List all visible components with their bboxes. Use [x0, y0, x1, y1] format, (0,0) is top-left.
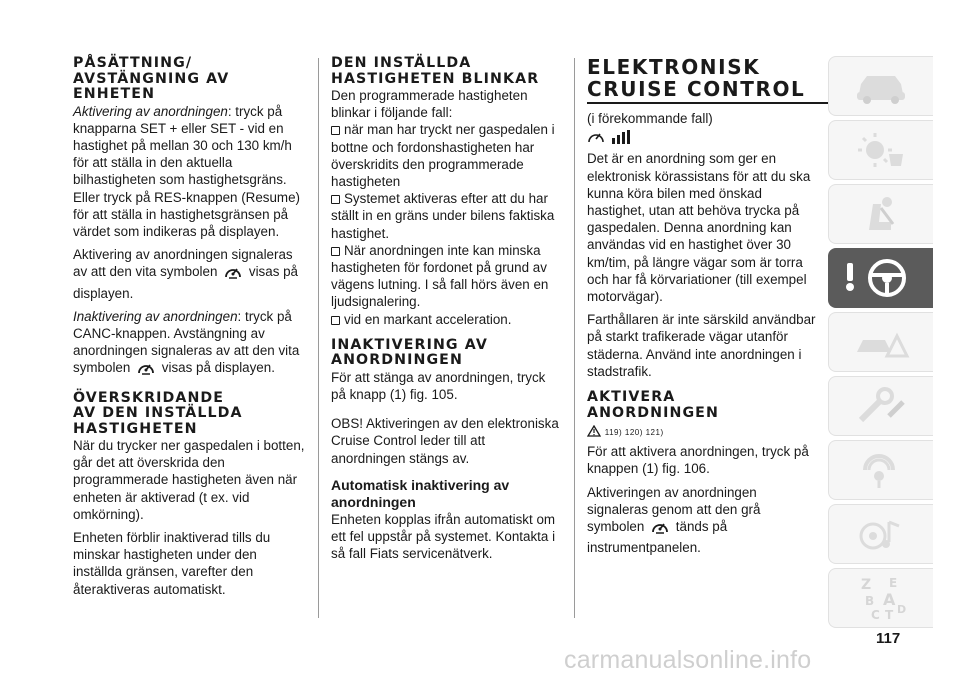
cruise-control-icon: [650, 519, 670, 539]
paragraph-description: Det är en anordning som ger en elektronisk körassistans för att du ska kunna köra bilen med önskad hastighet, utan att behöva trycka på gaspedalen. Denna anordning kan användas vid en hastighet över 30 km/tim, på längre vägar som är torra och har få körvariationer (till exempel motorvägar).: [587, 151, 811, 305]
tab-technical-data[interactable]: [828, 440, 933, 500]
cruise-control-icon: [223, 264, 243, 284]
paragraph-activation-signal: Aktivering av anordningen signaleras av att den vita symbolen visas på displayen.: [73, 247, 298, 301]
airbag-seat-icon: [851, 194, 911, 234]
column-1: [73, 56, 309, 604]
square-bullet-icon: [331, 195, 340, 204]
heading-speed-flashing: DEN INSTÄLLDA HASTIGHETEN BLINKAR: [331, 55, 540, 87]
multimedia-icon: [851, 514, 911, 554]
list-item: När anordningen inte kan minska hastigheten för fordonet på grund av vägens lutning. I så fall hörs även en ljudsignalering.: [331, 242, 549, 310]
paragraph-automatic-deactivation: Enheten kopplas ifrån automatiskt om ett fel uppstår på systemet. Kontakta i så fall Fiats servicenätverk.: [331, 511, 556, 562]
tab-index[interactable]: [828, 568, 933, 628]
subheading-automatic-deactivation: Automatisk inaktivering av anordningen: [331, 476, 510, 510]
list-item: när man har tryckt ner gaspedalen i bottne och fordonshastigheten har överskridits den programmerade hastigheten: [331, 122, 555, 190]
chapter-sidebar: [828, 56, 938, 632]
page-title: ELEKTRONISK CRUISE CONTROL: [587, 55, 806, 101]
tab-safety[interactable]: [828, 184, 933, 244]
svg-text:Z: Z: [861, 577, 872, 593]
svg-text:T: T: [885, 608, 894, 622]
list-item: Systemet aktiveras efter att du har ställt in en gräns under bilens faktiska hastighet.: [331, 191, 555, 241]
cruise-control-icon: [587, 132, 607, 147]
breakdown-icon: [851, 322, 911, 362]
tab-starting-driving[interactable]: [828, 248, 933, 308]
warning-light-icon: [851, 130, 911, 170]
watermark: carmanualsonline.info: [564, 646, 812, 674]
heading-exceeding-speed: ÖVERSKRIDANDE AV DEN INSTÄLLDA HASTIGHETEN: [73, 389, 243, 437]
column-3: [587, 56, 819, 562]
signal-bars-icon: [611, 132, 631, 147]
cruise-control-icon: [136, 360, 156, 380]
tab-maintenance[interactable]: [828, 376, 933, 436]
warning-triangle-icon: [587, 425, 601, 440]
paragraph-activation-indicator: Aktiveringen av anordningen signaleras genom att den grå symbolen tänds på instrumentpanelen.: [587, 484, 761, 556]
paragraph-note: OBS! Aktiveringen av den elektroniska Cruise Control leder till att anordningen stängs av.: [331, 416, 559, 466]
optional-note: (i förekommande fall): [587, 111, 713, 126]
column-2: [331, 56, 563, 568]
page-number: 117: [876, 630, 901, 647]
svg-text:D: D: [897, 603, 907, 616]
index-icon: [851, 573, 911, 623]
paragraph-deactivate: För att stänga av anordningen, tryck på knapp (1) fig. 105.: [331, 369, 546, 403]
equipment-icons: [587, 130, 819, 148]
heading-deactivation: INAKTIVERING AV ANORDNINGEN: [331, 336, 488, 369]
square-bullet-icon: [331, 126, 340, 135]
title-underline: [587, 102, 830, 104]
heading-enable-disable: PÅSÄTTNING/ AVSTÄNGNING AV ENHETEN: [73, 55, 230, 102]
square-bullet-icon: [331, 316, 340, 325]
svg-text:A: A: [883, 590, 896, 609]
tab-multimedia[interactable]: [828, 504, 933, 564]
key-steering-wheel-icon: [841, 255, 921, 301]
paragraph-overtaking: När du trycker ner gaspedalen i botten, går det att överskrida den programmerade hastigheten även när enheten är aktiverad (t ex. vid omkörning).: [73, 438, 305, 522]
list-item: vid en markant acceleration.: [331, 311, 563, 328]
paragraph-deactivation: Inaktivering av anordningen: tryck på CANC-knappen. Avstängning av anordningen signaleras av att den vita symbolen visas på displayen.: [73, 308, 309, 381]
square-bullet-icon: [331, 247, 340, 256]
svg-text:E: E: [889, 576, 898, 590]
heading-activate: AKTIVERA ANORDNINGEN: [587, 389, 719, 421]
technical-data-icon: [851, 450, 911, 490]
tab-breakdown[interactable]: [828, 312, 933, 372]
svg-text:C: C: [871, 608, 880, 622]
paragraph-usage: Farthållaren är inte särskild användbar på starkt trafikerade vägar utanför städerna. Använd inte anordningen i stadstrafik.: [587, 312, 816, 379]
paragraph-activate: För att aktivera anordningen, tryck på knappen (1) fig. 106.: [587, 444, 809, 477]
paragraph-reactivation: Enheten förblir inaktiverad tills du minskar hastigheten under den inställda gränsen, varefter den återaktiveras automatiskt.: [73, 530, 271, 597]
paragraph-flashing-intro: Den programmerade hastigheten blinkar i följande fall:: [331, 88, 528, 121]
column-divider: [318, 58, 319, 618]
maintenance-icon: [851, 386, 911, 426]
column-divider: [574, 58, 575, 618]
tab-car[interactable]: [828, 56, 933, 116]
tab-warning-lights[interactable]: [828, 120, 933, 180]
warning-references: 119) 120) 121): [587, 424, 819, 441]
car-icon: [851, 66, 911, 106]
svg-text:B: B: [865, 594, 875, 608]
paragraph-activation: Aktivering av anordningen: tryck på knapparna SET + eller SET - vid en hastighet på mellan 30 och 130 km/h för att ställa in den aktuella bilhastigheten som hastighetsgräns. Eller tryck på RES-knappen (Resume) för att ställa in hastighetsgränsen på värdet som indikeras på displayen.: [73, 103, 300, 239]
